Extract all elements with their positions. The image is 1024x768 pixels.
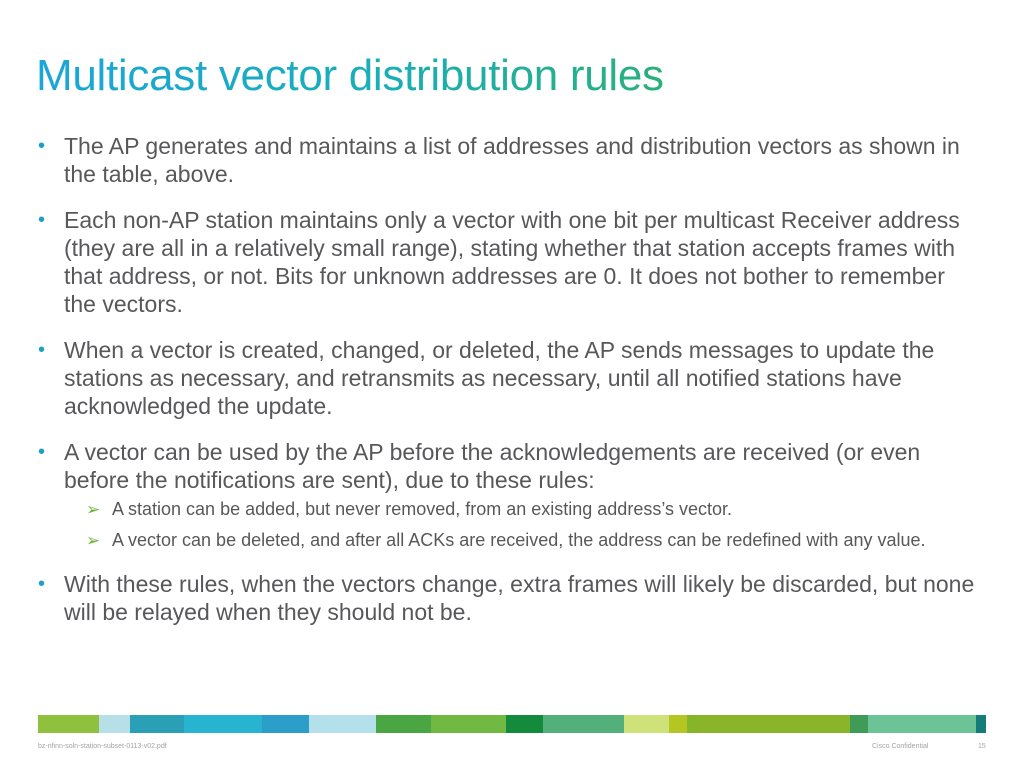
- decorative-color-bar: [38, 715, 986, 733]
- footer-filename: bz-nfinn-soln-station-subset-0113-v02.pdf: [38, 743, 167, 750]
- color-bar-segment: [99, 715, 130, 733]
- footer-confidential: Cisco Confidential: [872, 743, 929, 750]
- sub-bullet-text: A vector can be deleted, and after all ACKs are received, the address can be redefined with any value.: [112, 530, 926, 550]
- sub-bullet-item: [86, 498, 978, 521]
- color-bar-segment: [669, 715, 687, 733]
- color-bar-segment: [262, 715, 309, 733]
- color-bar-segment: [309, 715, 376, 733]
- color-bar-segment: [976, 715, 986, 733]
- bullet-item: [38, 570, 978, 626]
- bullet-list: [38, 132, 978, 644]
- color-bar-segment: [431, 715, 506, 733]
- color-bar-segment: [699, 715, 850, 733]
- arrow-bullet-icon: ➢: [86, 500, 101, 519]
- sub-bullet-text: A station can be added, but never removed, from an existing address’s vector.: [112, 499, 733, 519]
- color-bar-segment: [687, 715, 699, 733]
- sub-bullet-list: [86, 498, 978, 552]
- bullet-icon: •: [38, 209, 46, 231]
- color-bar-segment: [130, 715, 183, 733]
- bullet-item: [38, 336, 978, 420]
- color-bar-segment: [376, 715, 431, 733]
- bullet-text: When a vector is created, changed, or deleted, the AP sends messages to update the stations as necessary, and retransmits as necessary, until all notified stations have acknowledged the update.: [64, 337, 935, 419]
- color-bar-segment: [868, 715, 976, 733]
- color-bar-segment: [624, 715, 669, 733]
- color-bar-segment: [543, 715, 624, 733]
- bullet-icon: •: [38, 339, 46, 361]
- page-number: 15: [978, 743, 986, 750]
- bullet-item: [38, 132, 978, 188]
- bullet-text: With these rules, when the vectors change, extra frames will likely be discarded, but none will be relayed when they should not be.: [64, 571, 975, 625]
- bullet-text: A vector can be used by the AP before the acknowledgements are received (or even before the notifications are sent), due to these rules:: [64, 439, 921, 493]
- bullet-text: Each non-AP station maintains only a vector with one bit per multicast Receiver address (they are all in a relatively small range), stating whether that station accepts frames with that address, or not. Bits for unknown addresses are 0. It does not bother to remember the vectors.: [64, 207, 960, 317]
- color-bar-segment: [506, 715, 543, 733]
- bullet-item: [38, 206, 978, 318]
- color-bar-segment: [184, 715, 263, 733]
- bullet-item: [38, 438, 978, 552]
- bullet-text: The AP generates and maintains a list of addresses and distribution vectors as shown in the table, above.: [64, 133, 960, 187]
- bullet-icon: •: [38, 441, 46, 463]
- bullet-icon: •: [38, 573, 46, 595]
- color-bar-segment: [850, 715, 868, 733]
- bullet-icon: •: [38, 135, 46, 157]
- sub-bullet-item: [86, 529, 978, 552]
- slide-title: Multicast vector distribution rules: [36, 51, 664, 100]
- arrow-bullet-icon: ➢: [86, 531, 101, 550]
- color-bar-segment: [38, 715, 99, 733]
